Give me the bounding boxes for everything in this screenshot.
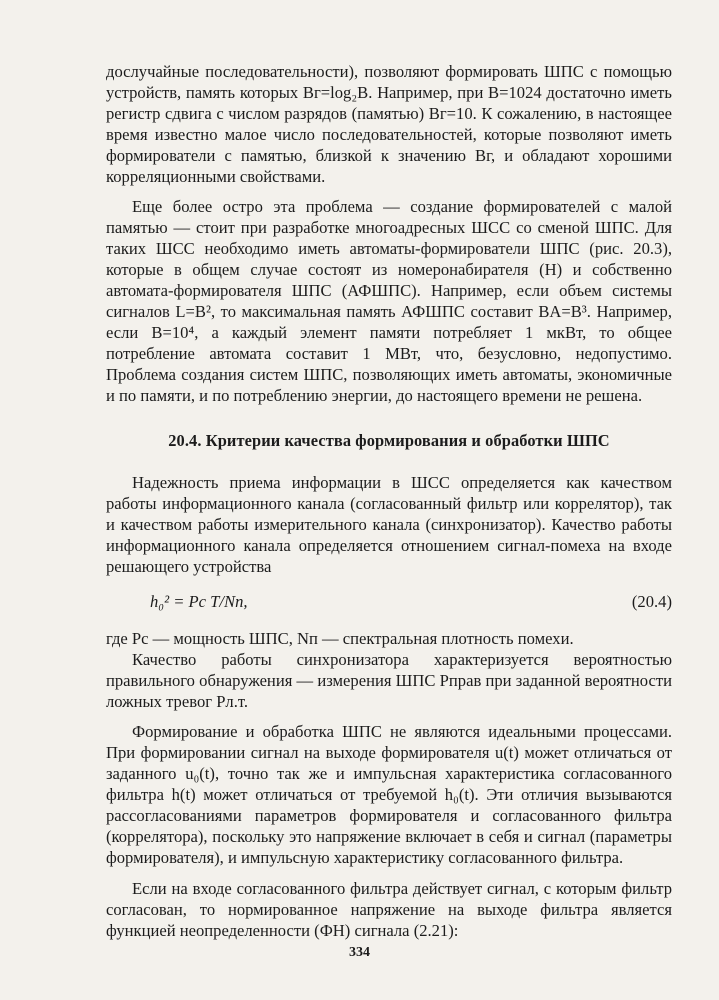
formula: h₀² = Pс T/Nп, bbox=[150, 591, 248, 611]
paragraph-2: Еще более остро эта проблема — создание формирователей с малой памятью — стоит при разработке многоадресных ШСС со сменой ШПС. Для таких ШСС необходимо иметь автоматы-формирователи ШПС (рис. 20.3), которые в общем случае состоят из номеронабирателя (Н) и собственно автомата-формирователя ШПС (АФШПС). Например, если объем системы сигналов L=B², то максимальная память АФШПС составит BА=B³. Например, если B=10⁴, а каждый элемент памяти потребляет 1 мкВт, то общее потребление автомата составит 1 МВт, что, безусловно, недопустимо. Проблема создания систем ШПС, позволяющих иметь автоматы, экономичные и по памяти, и по потреблению энергии, до настоящего времени не решена. bbox=[106, 197, 672, 405]
section-title: 20.4. Критерии качества формирования и обработки ШПС bbox=[168, 430, 610, 450]
paragraph-6: Формирование и обработка ШПС не являются идеальными процессами. При формировании сигнал на выходе формирователя u(t) может отличаться от заданного u₀(t), точно так же и импульсная характеристика согласованного фильтра h(t) может отличаться от требуемой h₀(t). Эти отличия вызываются рассогласованиями параметров формирователя и согласованного фильтра (коррелятора), поскольку это напряжение включает в себя и сигнал (параметры формирователя), и импульсную характеристику согласованного фильтра. bbox=[106, 722, 672, 867]
page-number: 334 bbox=[349, 945, 370, 960]
paragraph-7: Если на входе согласованного фильтра действует сигнал, с которым фильтр согласован, то нормированное напряжение на выходе фильтра является функцией неопределенности (ФН) сигнала (2.21): bbox=[106, 878, 672, 940]
paragraph-4: где Pс — мощность ШПС, Nп — спектральная плотность помехи. bbox=[106, 628, 574, 648]
formula-row bbox=[106, 592, 672, 613]
paragraph-3: Надежность приема информации в ШСС определяется как качеством работы информационного канала (согласованный фильтр или коррелятор), так и качеством работы измерительного канала (синхронизатор). Качество работы информационного канала определяется отношением сигнал-помеха на входе решающего устройства bbox=[106, 473, 672, 577]
equation-number: (20.4) bbox=[631, 591, 672, 611]
paragraph-5: Качество работы синхронизатора характеризуется вероятностью правильного обнаружения — измерения ШПС Pправ при заданной вероятности ложных тревог Pл.т. bbox=[106, 649, 672, 711]
paragraph-1: дослучайные последовательности), позволяют формировать ШПС с помощью устройств, память которых Bг=log₂B. Например, при B=1024 достаточно иметь регистр сдвига с числом разрядов (памятью) Bг=10. К сожалению, в настоящее время известно малое число последовательностей, которые позволяют иметь формирователи с памятью, близкой к значению Bг, и обладают хорошими корреляционными свойствами. bbox=[106, 62, 672, 186]
page-body bbox=[106, 62, 672, 942]
